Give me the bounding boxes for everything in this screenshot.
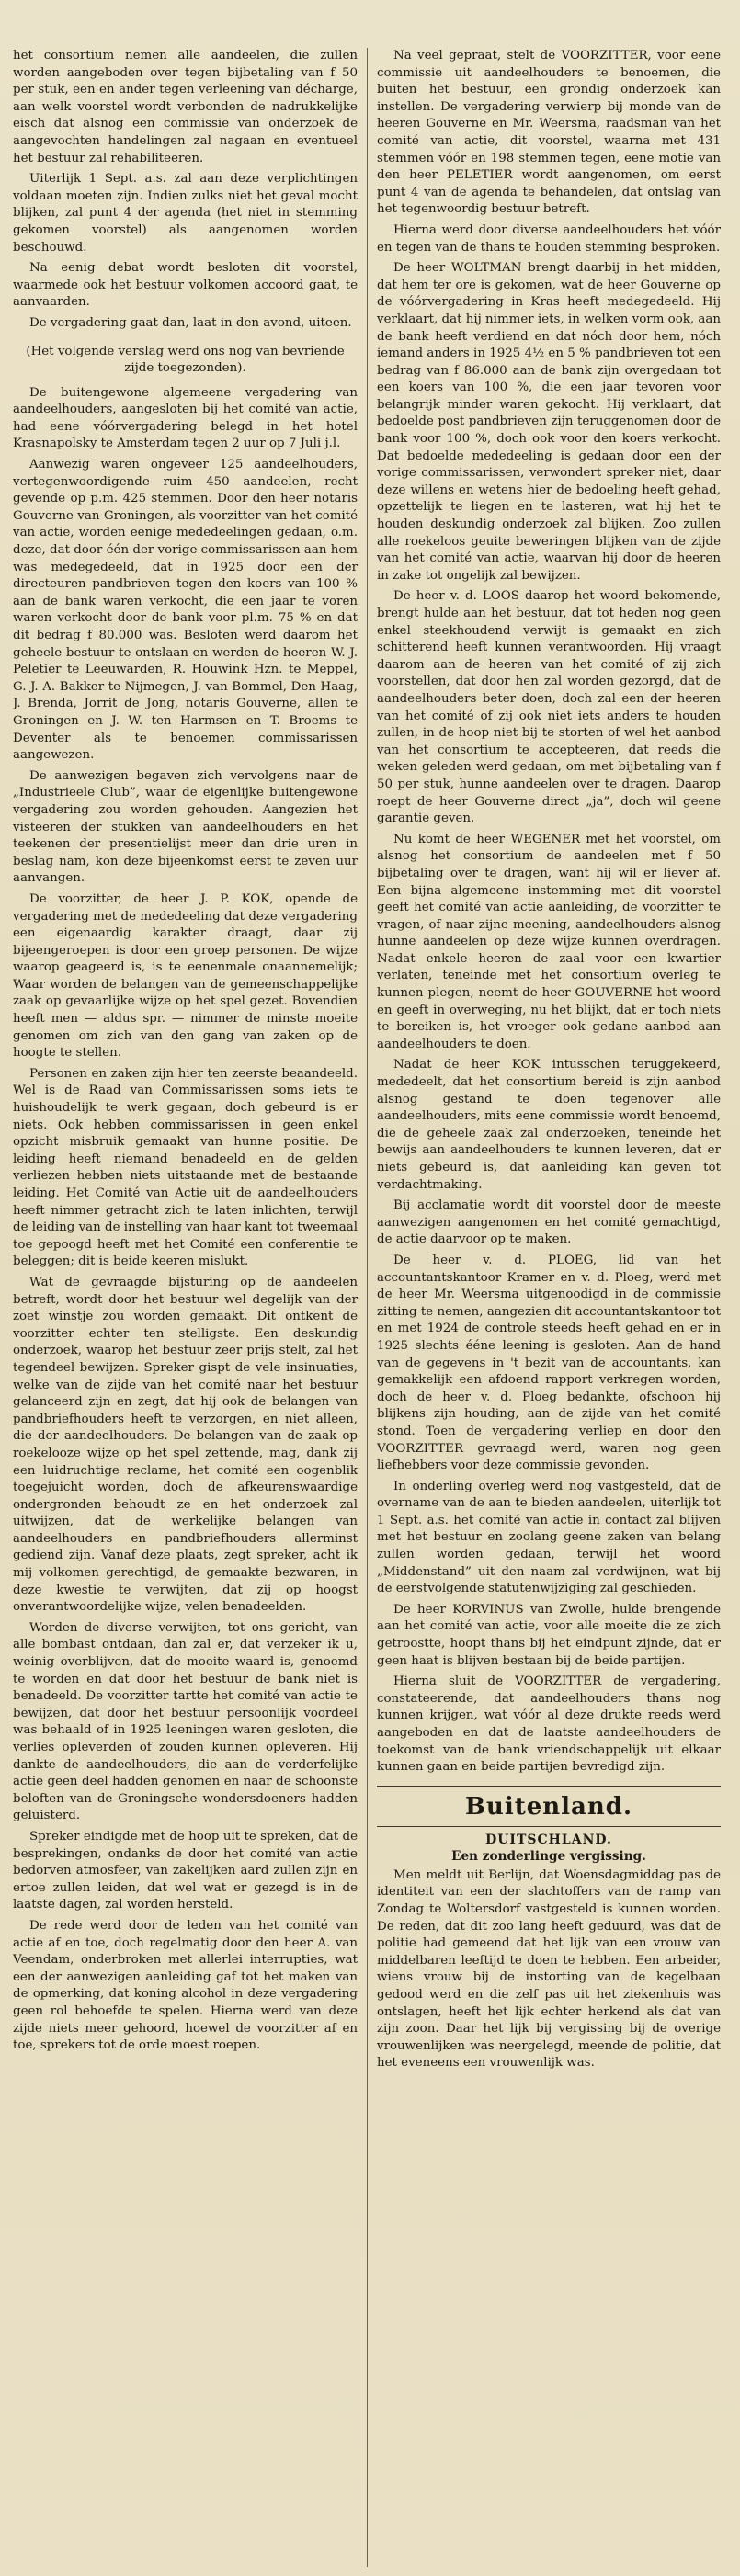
paragraph: Wat de gevraagde bijsturing op de aandeelen betreft, wordt door het bestuur wel degelijk van der zoet winstje zou worden gemaakt. Dit ontkent de voorzitter echter ten stelligste. Een deskundig onderzoek, waarop het bestuur zeer prijs stelt, zal het tegendeel bewijzen. Spreker gispt de vele insinuaties, welke van de zijde van het comité naar het bestuur gelanceerd zijn en zegt, dat hij ook de belangen van pandbriefhouders heeft te verzorgen, en niet alleen, die der aandeelhouders. De belangen van de zaak op roekelooze wijze op het spel zettende, mag, dank zij een luidruchtige reclame, het comité een oogenblik toegejuicht worden, doch de afkeurenswaardige ondergronden behoudt ze en het onderzoek zal uitwijzen, dat de werkelijke belangen van aandeelhouders en pandbriefhouders allerminst gediend zijn. Vanaf deze plaats, zegt spreker, acht ik mij volkomen gerechtigd, de gemaakte bezwaren, in deze kwestie te verwijten, dat zij op hoogst onverantwoordelijke wijze, velen benadeelden. — [13, 1275, 358, 1615]
paragraph: Bij acclamatie wordt dit voorstel door de meeste aanwezigen aangenomen en het comité gemachtigd, de actie daarvoor op te maken. — [377, 1198, 721, 1247]
paragraph: Hierna sluit de VOORZITTER de vergadering, constateerende, dat aandeelhouders thans nog kunnen krijgen, wat vóór al deze drukte reeds werd aangeboden en dat de laatste aandeelhouders de toekomst van de bank vriendschappelijk uit elkaar kunnen gaan en beide partijen bevredigd zijn. — [377, 1674, 721, 1775]
paragraph: De vergadering gaat dan, laat in den avond, uiteen. — [29, 315, 352, 330]
page-columns — [13, 48, 723, 2567]
section-divider-thin — [377, 1826, 721, 1827]
paragraph: De voorzitter, de heer J. P. KOK, opende de vergadering met de mededeeling dat deze vergadering een eigenaardig karakter draagt, daar zij bijeengeroepen is door een groep personen. De wijze waarop geageerd is, is te eenenmale onaannemelijk; Waar worden de belangen van de gemeenschappelijke zaak op gevaarlijke wijze op het spel gezet. Bovendien heeft men — aldus spr. — nimmer de minste moeite genomen om zich van den gang van zaken op de hoogte te stellen. — [13, 891, 358, 1061]
paragraph: In onderling overleg werd nog vastgesteld, dat de overname van de aan te bieden aandeelen, uiterlijk tot 1 Sept. a.s. het comité van actie in contact zal blijven met het bestuur en zoolang geene zaken van belang zullen worden gedaan, terwijl het woord „Middenstand” uit den naam zal verdwijnen, wat bij de eerstvolgende statutenwijziging zal geschieden. — [377, 1479, 721, 1596]
right-column — [367, 48, 721, 2567]
paragraph: het consortium nemen alle aandeelen, die zullen worden aangeboden over tegen bijbetaling van f 50 per stuk, een en ander tegen verleening van décharge, aan welk voorstel wordt verbonden de nadrukkelijke eisch dat alsnog een commissie van onderzoek de aangevochten handelingen zal nagaan en eventueel het bestuur zal rehabiliteeren. — [13, 49, 358, 165]
paragraph: Hierna werd door diverse aandeelhouders het vóór en tegen van de thans te houden stemming besproken. — [377, 222, 721, 255]
paragraph: De rede werd door de leden van het comité van actie af en toe, doch regelmatig door den heer A. van Veendam, onderbroken met allerlei interrupties, wat een der aanwezigen aanleiding gaf tot het maken van de opmerking, dat koning alcohol in deze vergadering geen rol behoefde te spelen. Hierna werd van deze zijde niets meer gehoord, hoewel de voorzitter af en toe, sprekers tot de orde moest roepen. — [13, 1918, 358, 2053]
paragraph: De aanwezigen begaven zich vervolgens naar de „Industrieele Club”, waar de eigenlijke buitengewone vergadering zou worden gehouden. Aangezien het visteeren der stukken van aandeelhouders en het teekenen der presentielijst meer dan drie uren in beslag nam, kon deze bijeenkomst eerst te zeven uur aanvangen. — [13, 768, 358, 886]
paragraph: Uiterlijk 1 Sept. a.s. zal aan deze verplichtingen voldaan moeten zijn. Indien zulks niet het geval mocht blijken, zal punt 4 der agenda (het niet in stemming gekomen voorstel) als aangenomen worden beschouwd. — [13, 172, 358, 255]
paragraph: De heer WOLTMAN brengt daarbij in het midden, dat hem ter ore is gekomen, wat de heer Gouverne op de vóórvergadering in Kras heeft medegedeeld. Hij verklaart, dat hij nimmer iets, in welken vorm ook, aan de bank heeft verdiend en dat nóch door hem, nóch iemand anders in 1925 4½ en 5 % pandbrieven tot een bedrag van f 86.000 aan de bank zijn overgedaan tot een koers van 100 %, die een jaar tevoren voor belangrijk minder waren gekocht. Hij verklaart, dat bedoelde post pandbrieven zijn teruggenomen door de bank voor 100 %, doch ook voor den koers verkocht. Dat bedoelde mededeeling is gedaan door een der vorige commissarissen, verwondert spreker niet, daar deze willens en wetens hier de bedoeling heeft gehad, opzettelijk te liegen en te lasteren, wat hij het te houden deskundig onderzoek zal blijken. Zoo zullen alle roekeloos geuite beweringen blijken van de zijde van het comité van actie, waarvan hij door de heeren in zake tot ongelijk zal bewijzen. — [377, 261, 721, 583]
paragraph: Aanwezig waren ongeveer 125 aandeelhouders, vertegenwoordigende ruim 450 aandeelen, recht gevende op p.m. 425 stemmen. Door den heer notaris Gouverne van Groningen, als voorzitter van het comité van actie, worden eenige mededeelingen gedaan, o.m. deze, dat door één der vorige commissarissen aan hem was medegedeeld, dat in 1925 door een der directeuren pandbrieven tegen den koers van 100 % aan de bank waren verkocht, die een jaar te voren waren verkocht door de bank voor pl.m. 75 % en dat dit bedrag f 80.000 was. Besloten werd daarom het geheele bestuur te ontslaan en werden de heeren W. J. Peletier te Leeuwarden, R. Houwink Hzn. te Meppel, G. J. A. Bakker te Nijmegen, J. van Bommel, Den Haag, J. Brenda, Jorrit de Jong, notaris Gouverne, allen te Groningen en J. W. ten Harmsen en T. Broems te Deventer als te benoemen commissarissen aangewezen. — [13, 458, 358, 763]
left-column — [13, 48, 367, 2567]
paragraph: Spreker eindigde met de hoop uit te spreken, dat de besprekingen, ondanks de door het comité van actie bedorven atmosfeer, van zakelijken aard zullen zijn en ertoe zullen leiden, dat wel wat er gezegd is in de laatste dagen, zal worden hersteld. — [13, 1829, 358, 1912]
paragraph: De buitengewone algemeene vergadering van aandeelhouders, aangesloten bij het comité van actie, had eene vóórvergadering belegd in het hotel Krasnapolsky te Amsterdam tegen 2 uur op 7 Juli j.l. — [13, 385, 358, 451]
paragraph: Worden de diverse verwijten, tot ons gericht, van alle bombast ontdaan, dan zal er, dat verzeker ik u, weinig overblijven, dat de moeite waard is, genoemd te worden en dat door het bestuur de bank niet is benadeeld. De voorzitter tartte het comité van actie te bewijzen, dat door het bestuur persoonlijk voordeel was behaald of in 1925 leeningen waren gesloten, die verlies opleverden of zouden kunnen opleveren. Hij dankte de aandeelhouders, die aan de verderfelijke actie geen deel hadden genomen en naar de schoonste beloften van de Groningsche wondersdoeners hadden geluisterd. — [13, 1620, 358, 1823]
paragraph: Nu komt de heer WEGENER met het voorstel, om alsnog het consortium de aandeelen met f 50 bijbetaling over te dragen, want hij wil er liever af. Een bijna algemeene instemming met dit voorstel geeft het comité van actie aanleiding, de voorzitter te vragen, of naar zijne meening, aandeelhouders alsnog hunne aandeelen op deze wijze kunnen overdragen. Nadat enkele heeren de zaal voor een kwartier verlaten, teneinde met het consortium overleg te kunnen plegen, neemt de heer GOUVERNE het woord en geeft in overweging, nu het blijkt, dat er toch niets te bereiken is, het vroeger ook gedane aanbod aan aandeelhouders te doen. — [377, 832, 721, 1051]
paragraph: Men meldt uit Berlijn, dat Woensdagmiddag pas de identiteit van een der slachtoffers van de ramp van Zondag te Woltersdorf vastgesteld is kunnen worden. De reden, dat dit zoo lang heeft geduurd, was dat de politie had gemeend dat het lijk van een vrouw van middelbaren leeftijd te doen te hebben. Een arbeider, wiens vrouw bij de instorting van de kegelbaan gedood werd en die zelf pas uit het ziekenhuis was ontslagen, heeft het lijk echter herkend als dat van zijn zoon. Daar het lijk bij vergissing bij de overige vrouwenlijken was neergelegd, meende de politie, dat het eveneens een vrouwenlijk was. — [377, 1867, 721, 2071]
paragraph: Na veel gepraat, stelt de VOORZITTER, voor eene commissie uit aandeelhouders te benoemen, die buiten het bestuur, een grondig onderzoek kan instellen. De vergadering verwierp bij monde van de heeren Gouverne en Mr. Weersma, raadsman van het comité van actie, dit voorstel, waarna met 431 stemmen vóór en 198 stemmen tegen, eene motie van den heer PELETIER wordt aangenomen, om eerst punt 4 van de agenda te behandelen, dat ontslag van het tegenwoordig bestuur betreft. — [377, 49, 721, 217]
section-divider — [377, 1786, 721, 1787]
paragraph: De heer v. d. PLOEG, lid van het accountantskantoor Kramer en v. d. Ploeg, werd met de heer Mr. Weersma uitgenoodigd in de commissie zitting te nemen, aangezien dit accountantskantoor tot en met 1924 de controle steeds heeft gehad en er in 1925 slechts ééne leening is gesloten. Aan de hand van de gegevens in 't bezit van de accountants, kan gemakkelijk een afdoend rapport verkregen worden, doch de heer v. d. Ploeg bedankte, ofschoon hij blijkens zijn houding, aan de zijde van het comité stond. Toen de vergadering verliep en door den VOORZITTER gevraagd werd, waren nog geen liefhebbers voor deze commissie gevonden. — [377, 1253, 721, 1473]
country-heading: DUITSCHLAND. — [485, 1832, 612, 1847]
paragraph: De heer v. d. LOOS daarop het woord bekomende, brengt hulde aan het bestuur, dat tot heden nog geen enkel steekhoudend verwijt is gemaakt en zich schitterend heeft kunnen verantwoorden. Hij vraagt daarom aan de heeren van het comité of zij zich voorstellen, dat door hen zal worden gezorgd, dat de aandeelhouders beter doen, doch zal een der heeren van het comité of zij ook niet iets anders te houden zullen, in de hoop niet bij te storten of wel het aanbod van het consortium te accepteeren, dat reeds die weken geleden werd gedaan, om met bijbetaling van f 50 per stuk, hunne aandeelen over te dragen. Daarop roept de heer Gouverne direct „ja”, doch wil geene garantie geven. — [377, 589, 721, 826]
paragraph: Personen en zaken zijn hier ten zeerste beaandeeld. Wel is de Raad van Commissarissen soms iets te huishoudelijk te werk gegaan, doch gebeurd is er niets. Ook hebben commissarissen in geen enkel opzicht misbruik gemaakt van hunne positie. De leiding heeft niemand benadeeld en de gelden verliezen hebben niets uitstaande met de bestaande leiding. Het Comité van Actie uit de aandeelhouders heeft nimmer getracht zich te laten inlichten, terwijl de leiding van de instelling van haar kant tot tweemaal toe gepoogd heeft met het Comité een conferentie te beleggen; dit is beide keeren mislukt. — [13, 1066, 358, 1269]
article-title: Een zonderlinge vergissing. — [451, 1848, 646, 1864]
section-title: Buitenland. — [464, 1792, 633, 1821]
paragraph: Nadat de heer KOK intusschen teruggekeerd, mededeelt, dat het consortium bereid is zijn aanbod alsnog gestand te doen tegenover alle aandeelhouders, mits eene commissie wordt benoemd, die de geheele zaak zal onderzoeken, teneinde het bewijs aan aandeelhouders te kunnen leveren, dat er niets gebeurd is, dat aanleiding kan geven tot verdachtmaking. — [377, 1058, 721, 1192]
paragraph: Na eenig debat wordt besloten dit voorstel, waarmede ook het bestuur volkomen accoord gaat, te aanvaarden. — [13, 261, 358, 310]
editorial-note: (Het volgende verslag werd ons nog van bevriende zijde toegezonden). — [26, 344, 345, 376]
paragraph: De heer KORVINUS van Zwolle, hulde brengende aan het comité van actie, voor alle moeite die ze zich getroostte, hoopt thans bij het eindpunt zijnde, dat er geen haat is blijven bestaan bij de beide partijen. — [377, 1602, 721, 1668]
